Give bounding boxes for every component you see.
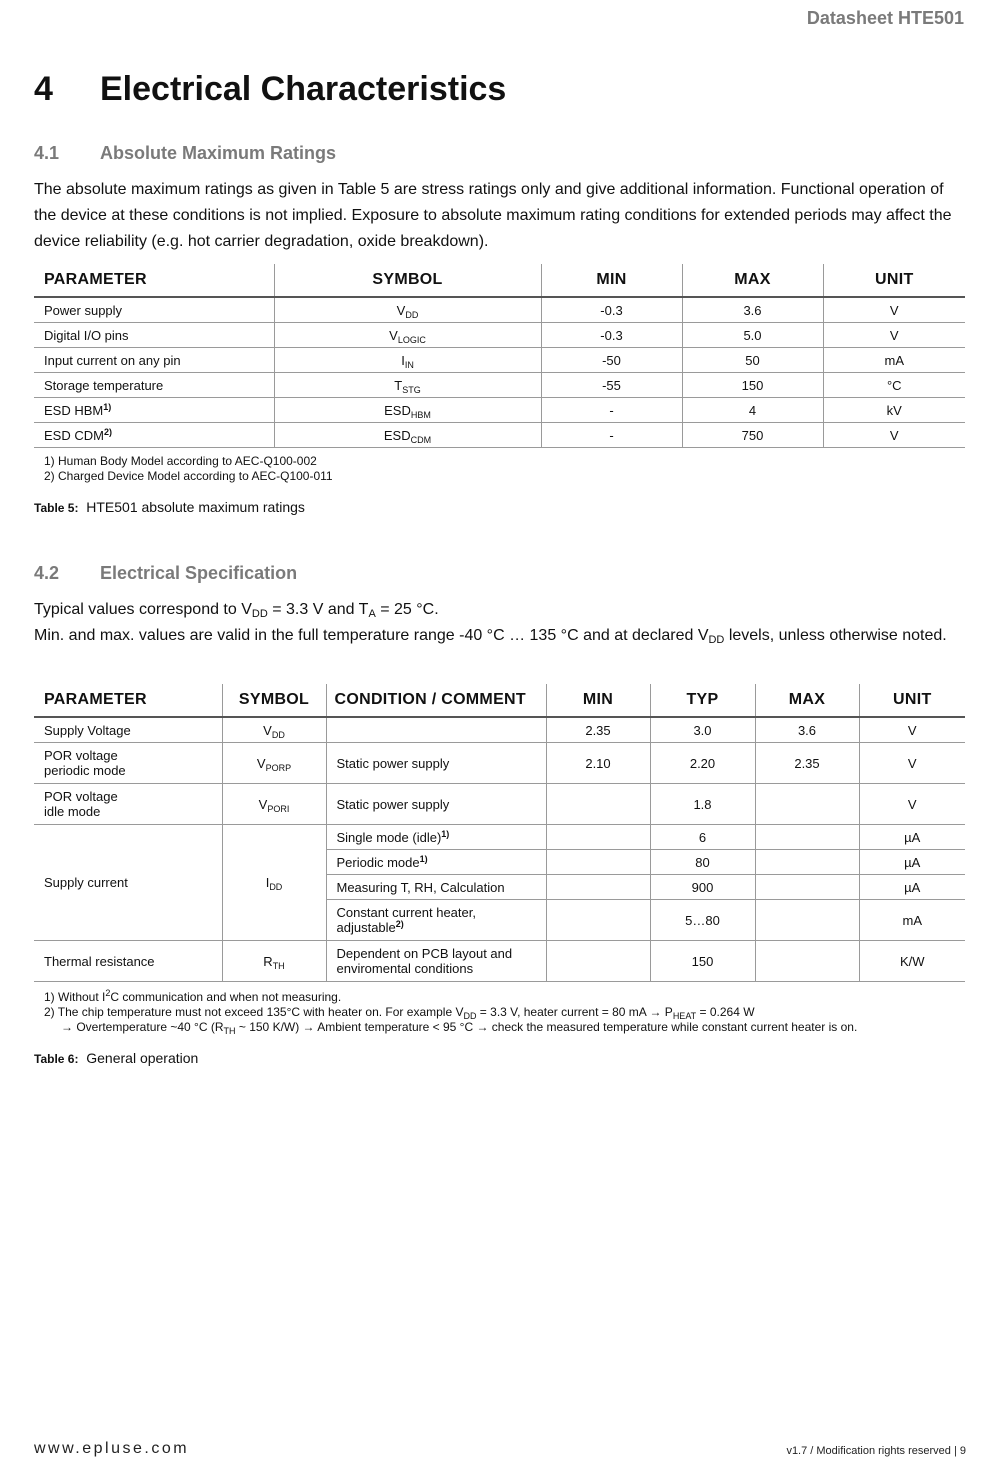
min-cell bbox=[546, 875, 650, 900]
table-caption bbox=[34, 499, 305, 515]
subsection-heading-4-1 bbox=[34, 143, 336, 164]
param-cell: Storage temperature bbox=[34, 373, 274, 398]
unit-cell: mA bbox=[859, 900, 965, 941]
unit-cell: V bbox=[823, 323, 965, 348]
footnote-ref: 1) bbox=[103, 401, 112, 412]
unit-cell: V bbox=[859, 743, 965, 784]
column-header: UNIT bbox=[823, 264, 965, 297]
condition-cell bbox=[326, 717, 546, 743]
symbol: V bbox=[389, 327, 398, 343]
typ-cell: 5…80 bbox=[650, 900, 755, 941]
absolute-max-ratings-table bbox=[34, 264, 965, 448]
table-row bbox=[34, 825, 965, 850]
typ-cell: 150 bbox=[650, 941, 755, 982]
max-cell bbox=[755, 825, 859, 850]
table-row bbox=[34, 398, 965, 423]
typ-cell: 1.8 bbox=[650, 784, 755, 825]
column-header: PARAMETER bbox=[34, 264, 274, 297]
table-row bbox=[34, 423, 965, 448]
min-cell bbox=[546, 941, 650, 982]
max-cell bbox=[755, 941, 859, 982]
min-cell bbox=[546, 850, 650, 875]
unit-cell: V bbox=[823, 423, 965, 448]
table-footnotes bbox=[44, 454, 333, 484]
caption-label: Table 5: bbox=[34, 501, 79, 515]
max-cell bbox=[755, 875, 859, 900]
unit-cell: V bbox=[823, 297, 965, 323]
caption-text: HTE501 absolute maximum ratings bbox=[86, 499, 305, 515]
subsection-number: 4.1 bbox=[34, 143, 60, 163]
subsection-number: 4.2 bbox=[34, 563, 60, 583]
typ-cell: 900 bbox=[650, 875, 755, 900]
unit-cell: V bbox=[859, 784, 965, 825]
param-cell: Supply Voltage bbox=[34, 717, 222, 743]
version-info: v1.7 / Modification rights reserved | 9 bbox=[786, 1445, 966, 1457]
table-header-row bbox=[34, 264, 965, 297]
table-footnotes bbox=[44, 990, 857, 1035]
symbol-cell bbox=[274, 348, 541, 373]
symbol-subscript: CDM bbox=[410, 434, 432, 445]
footnote: → Overtemperature ~40 °C ($R_{TH}$ ~ 150 K/W) → Ambient temperature < 95 °C → check the measured temperature while constant current heater is on. bbox=[61, 1020, 858, 1036]
typ-cell: 6 bbox=[650, 825, 755, 850]
table-header-row bbox=[34, 684, 965, 717]
condition-cell: Static power supply bbox=[326, 743, 546, 784]
param-text: ESD CDM bbox=[44, 427, 104, 443]
table-row bbox=[34, 743, 965, 784]
max-cell: 3.6 bbox=[682, 297, 823, 323]
param-cell: Thermal resistance bbox=[34, 941, 222, 982]
column-header: TYP bbox=[650, 684, 755, 717]
symbol-cell: $I_{DD}$ bbox=[222, 825, 326, 941]
column-header: UNIT bbox=[859, 684, 965, 717]
symbol-subscript: STG bbox=[402, 384, 421, 395]
column-header: PARAMETER bbox=[34, 684, 222, 717]
max-cell: 50 bbox=[682, 348, 823, 373]
unit-cell: °C bbox=[823, 373, 965, 398]
param-cell: Input current on any pin bbox=[34, 348, 274, 373]
param-cell bbox=[34, 423, 274, 448]
column-header: MAX bbox=[682, 264, 823, 297]
subsection-heading-4-2 bbox=[34, 563, 297, 584]
column-header: MAX bbox=[755, 684, 859, 717]
param-cell: Power supply bbox=[34, 297, 274, 323]
param-cell: Digital I/O pins bbox=[34, 323, 274, 348]
caption-text: General operation bbox=[86, 1050, 199, 1066]
max-cell: 750 bbox=[682, 423, 823, 448]
condition-cell: Dependent on PCB layout and enviromental conditions bbox=[326, 941, 546, 982]
symbol: I bbox=[401, 352, 405, 368]
footnote-ref: 2) bbox=[103, 426, 112, 437]
footnote: 2) Charged Device Model according to AEC-Q100-011 bbox=[44, 469, 333, 483]
unit-cell: µA bbox=[859, 825, 965, 850]
max-cell: 3.6 bbox=[755, 717, 859, 743]
condition-cell: Measuring T, RH, Calculation bbox=[326, 875, 546, 900]
section-number: 4 bbox=[34, 70, 53, 108]
symbol-cell bbox=[274, 323, 541, 348]
min-cell: 2.35 bbox=[546, 717, 650, 743]
table-row bbox=[34, 373, 965, 398]
typ-cell: 2.20 bbox=[650, 743, 755, 784]
footnote: 1) Without $I^2C$ communication and when not measuring. bbox=[44, 988, 342, 1004]
symbol-subscript: DD bbox=[405, 309, 419, 320]
spec-line-1: Typical values correspond to $V_{DD} = 3.3$ V and $T_A = 25$ °C. bbox=[34, 601, 439, 620]
spec-paragraph bbox=[34, 597, 969, 649]
section-heading bbox=[34, 70, 506, 109]
symbol-subscript: LOGIC bbox=[397, 334, 426, 345]
table-row bbox=[34, 348, 965, 373]
min-cell: - bbox=[541, 398, 682, 423]
caption-label: Table 6: bbox=[34, 1052, 79, 1066]
table-caption bbox=[34, 1050, 198, 1066]
table-row bbox=[34, 784, 965, 825]
symbol-cell bbox=[274, 373, 541, 398]
footnote: 1) Human Body Model according to AEC-Q100-002 bbox=[44, 454, 317, 468]
symbol: ESD bbox=[383, 427, 411, 443]
section-title: Electrical Characteristics bbox=[100, 70, 507, 108]
param-cell: Supply current bbox=[34, 825, 222, 941]
document-title: Datasheet HTE501 bbox=[806, 8, 964, 28]
max-cell: 150 bbox=[682, 373, 823, 398]
condition-cell: Single mode (idle)$^{1)}$ bbox=[326, 825, 546, 850]
symbol-cell bbox=[274, 423, 541, 448]
min-cell bbox=[546, 825, 650, 850]
param-cell: POR voltage idle mode bbox=[34, 784, 222, 825]
condition-cell: Periodic mode$^{1)}$ bbox=[326, 850, 546, 875]
min-cell: -0.3 bbox=[541, 323, 682, 348]
footnote: 2) The chip temperature must not exceed 135°C with heater on. For example $V_{DD} = 3.3$ V, heater current = 80 mA → $P_{HEAT} = 0.264$ W bbox=[44, 1005, 755, 1021]
max-cell: 2.35 bbox=[755, 743, 859, 784]
symbol: V bbox=[396, 302, 406, 318]
condition-cell: Static power supply bbox=[326, 784, 546, 825]
table-row bbox=[34, 717, 965, 743]
min-cell bbox=[546, 900, 650, 941]
column-header: SYMBOL bbox=[274, 264, 541, 297]
unit-cell: µA bbox=[859, 850, 965, 875]
max-cell: 5.0 bbox=[682, 323, 823, 348]
min-cell: -50 bbox=[541, 348, 682, 373]
symbol-cell: $V_{PORP}$ bbox=[222, 743, 326, 784]
min-cell bbox=[546, 784, 650, 825]
min-cell: 2.10 bbox=[546, 743, 650, 784]
symbol: ESD bbox=[384, 402, 411, 418]
condition-cell: Constant current heater, adjustable$^{2)}$ bbox=[326, 900, 546, 941]
min-cell: - bbox=[541, 423, 682, 448]
unit-cell: µA bbox=[859, 875, 965, 900]
electrical-spec-table bbox=[34, 684, 965, 982]
symbol-cell: $R_{TH}$ bbox=[222, 941, 326, 982]
unit-cell: mA bbox=[823, 348, 965, 373]
max-cell bbox=[755, 850, 859, 875]
symbol-cell: $V_{PORI}$ bbox=[222, 784, 326, 825]
param-cell: POR voltage periodic mode bbox=[34, 743, 222, 784]
website-link[interactable]: www.epluse.com bbox=[34, 1440, 190, 1457]
min-cell: -0.3 bbox=[541, 297, 682, 323]
column-header: MIN bbox=[546, 684, 650, 717]
symbol-subscript: HBM bbox=[410, 409, 431, 420]
max-cell bbox=[755, 784, 859, 825]
subsection-title: Absolute Maximum Ratings bbox=[100, 143, 337, 163]
symbol-cell bbox=[274, 297, 541, 323]
max-cell: 4 bbox=[682, 398, 823, 423]
unit-cell: V bbox=[859, 717, 965, 743]
column-header: MIN bbox=[541, 264, 682, 297]
symbol: T bbox=[394, 377, 403, 393]
typ-cell: 3.0 bbox=[650, 717, 755, 743]
min-cell: -55 bbox=[541, 373, 682, 398]
table-row bbox=[34, 297, 965, 323]
param-text: ESD HBM bbox=[44, 402, 104, 418]
symbol-cell bbox=[274, 398, 541, 423]
column-header: SYMBOL bbox=[222, 684, 326, 717]
intro-paragraph: The absolute maximum ratings as given in Table 5 are stress ratings only and give additional information. Functional operation of the device at these conditions is not implied. Exposure to absolute maximum rating conditions for extended periods may affect the device reliability (e.g. hot carrier degradation, oxide breakdown). bbox=[34, 181, 952, 250]
max-cell bbox=[755, 900, 859, 941]
unit-cell: kV bbox=[823, 398, 965, 423]
spec-line-2: Min. and max. values are valid in the full temperature range -40 °C … 135 °C and at declared $V_{DD}$ levels, unless otherwise noted. bbox=[34, 627, 947, 646]
symbol-cell: $V_{DD}$ bbox=[222, 717, 326, 743]
subsection-title: Electrical Specification bbox=[100, 563, 298, 583]
table-row bbox=[34, 941, 965, 982]
column-header: CONDITION / COMMENT bbox=[326, 684, 546, 717]
table-row bbox=[34, 323, 965, 348]
param-cell bbox=[34, 398, 274, 423]
unit-cell: K/W bbox=[859, 941, 965, 982]
typ-cell: 80 bbox=[650, 850, 755, 875]
symbol-subscript: IN bbox=[404, 359, 414, 370]
